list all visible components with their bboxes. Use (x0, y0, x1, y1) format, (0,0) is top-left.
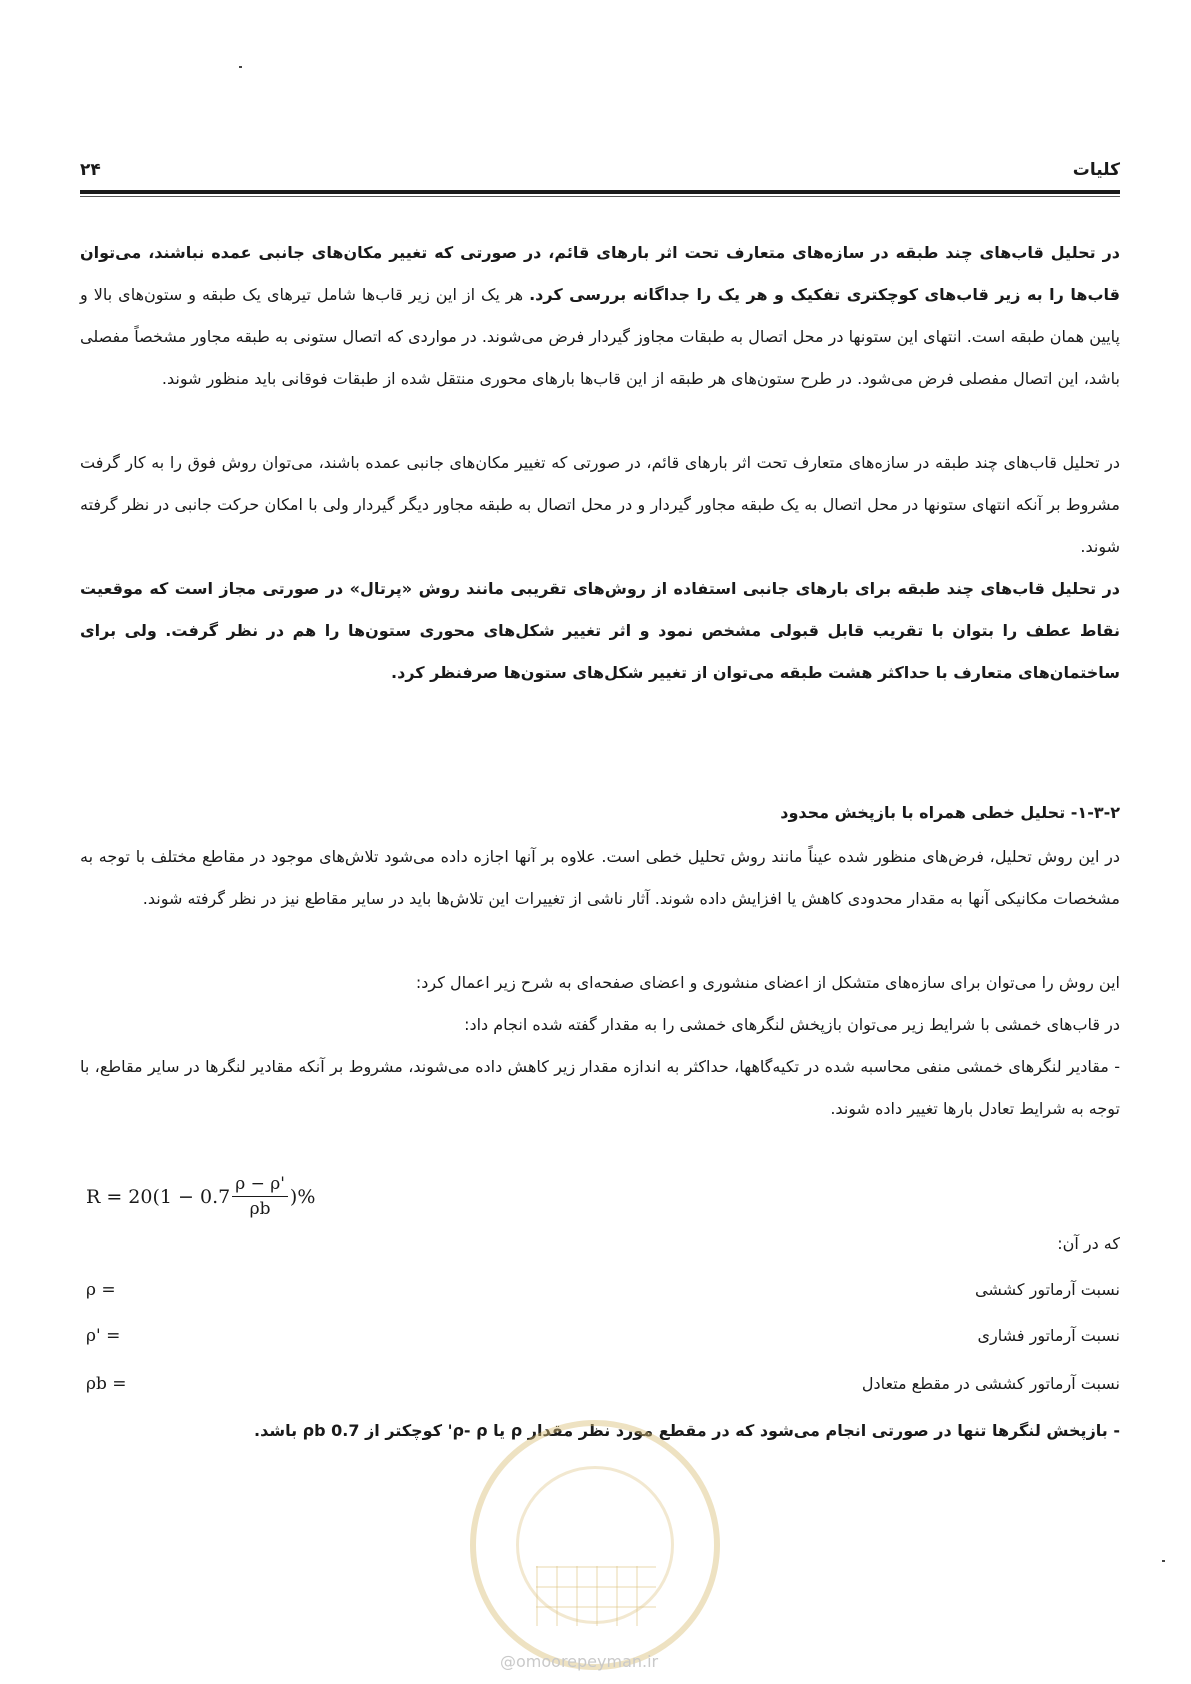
header-rule-thin (80, 196, 1120, 197)
definition-label: نسبت آرماتور کششی (975, 1280, 1120, 1299)
chapter-title: کلیات (1072, 160, 1120, 180)
paragraph-4: در این روش تحلیل، فرض‌های منظور شده عیناً مانند روش تحلیل خطی است. علاوه بر آنها اجازه داده می‌شود تلاش‌های موجود در مقاطع مختلف با توجه به مشخصات مکانیکی آنها به مقدار محدودی کاهش یا افزایش داده شوند. آثار ناشی از تغییرات این تلاش‌ها باید در سایر مقاطع نیز در نظر گرفته شوند. (80, 847, 1120, 908)
scan-speck (1162, 1560, 1165, 1562)
header-rule (80, 190, 1120, 194)
paragraph-3: در تحلیل قاب‌های چند طبقه برای بارهای جانبی استفاده از روش‌های تقریبی مانند روش «پرتال» در صورتی مجاز است که موقعیت نقاط عطف را بتوان با تقریب قابل قبولی مشخص نمود و اثر تغییر شکل‌های محوری ستون‌ها را هم در نظر گرفت. ولی برای ساختمان‌های متعارف با حداکثر هشت طبقه می‌توان از تغییر شکل‌های ستون‌ها صرفنظر کرد. (80, 579, 1120, 682)
paragraph-1-bold: در تحلیل قاب‌های چند طبقه در سازه‌های متعارف تحت اثر بارهای قائم، در صورتی که تغییر مکان‌های جانبی عمده نباشند، می‌توان قاب‌ها را به زیر قاب‌های کوچکتری تفکیک و هر یک را جداگانه بررسی کرد. (80, 243, 1121, 304)
section-heading: ۱-۳-۲- تحلیل خطی همراه با بازپخش محدود (780, 803, 1120, 822)
definition-symbol: ρ' = (86, 1326, 121, 1346)
redistribution-formula (86, 1174, 315, 1219)
definition-symbol: ρb = (86, 1374, 127, 1394)
definition-row (80, 1280, 1120, 1310)
scan-speck (239, 66, 242, 68)
definition-label: نسبت آرماتور کششی در مقطع متعادل (861, 1374, 1120, 1393)
formula-lhs: R = 20(1 − 0.7 (86, 1185, 231, 1208)
formula-denominator: ρb (249, 1199, 271, 1219)
page-header (80, 150, 1120, 196)
paragraph-1-rest: هر یک از این زیر قاب‌ها شامل تیرهای یک طبقه و ستون‌های بالا و پایین همان طبقه است. انتهای این ستونها در محل اتصال به طبقات مجاوز گیردار فرض می‌شوند. در مواردی که اتصال ستونی به طبقه مجاور مشخصاً مفصلی باشد، این اتصال مفصلی فرض می‌شود. در طرح ستون‌های هر طبقه از این قاب‌ها بارهای محوری منتقل شده از طبقات فوقانی باید منظور شوند. (80, 285, 1120, 388)
watermark-grid (536, 1566, 656, 1626)
paragraph-2: در تحلیل قاب‌های چند طبقه در سازه‌های متعارف تحت اثر بارهای قائم، در صورتی که تغییر مکان‌های جانبی عمده باشند، می‌توان روش فوق را به کار گرفت مشروط بر آنکه انتهای ستونها در محل اتصال به یک طبقه مجاور گیردار و در محل اتصال به طبقه مجاور دیگر گیردار ولی با امکان حرکت جانبی در نظر گرفته شوند. (80, 453, 1120, 556)
definition-row (80, 1374, 1120, 1404)
watermark-url: @omoorepeyman.ir (500, 1652, 659, 1671)
paragraph-7: - مقادیر لنگرهای خمشی منفی محاسبه شده در تکیه‌گاهها، حداکثر به اندازه مقدار زیر کاهش داده می‌شوند، مشروط بر آنکه مقادیر لنگرها در سایر مقاطع، با توجه به شرایط تعادل بارها تغییر داده شوند. (80, 1057, 1120, 1118)
paragraph-1 (80, 232, 1120, 400)
definition-row (80, 1326, 1120, 1356)
formula-rhs: )% (289, 1185, 316, 1208)
definition-symbol: ρ = (86, 1280, 116, 1300)
paragraph-last: - بازپخش لنگرها تنها در صورتی انجام می‌شود که در مقطع مورد نظر مقدار ρ یا ρ- ρ' کوچکتر از 0.7 ρb باشد. (254, 1421, 1120, 1440)
definition-label: نسبت آرماتور فشاری (977, 1326, 1120, 1345)
paragraph-6: در قاب‌های خمشی با شرایط زیر می‌توان بازپخش لنگرهای خمشی را به مقدار گفته شده انجام داد: (464, 1015, 1120, 1034)
watermark-seal (470, 1420, 720, 1670)
paragraph-5: این روش را می‌توان برای سازه‌های متشکل از اعضای منشوری و اعضای صفحه‌ای به شرح زیر اعمال کرد: (415, 973, 1120, 992)
where-row (80, 1234, 1120, 1264)
where-label: که در آن: (1057, 1234, 1120, 1253)
page-number: ۲۴ (80, 160, 101, 180)
formula-numerator: ρ − ρ' (232, 1174, 288, 1197)
formula-fraction (232, 1174, 288, 1219)
